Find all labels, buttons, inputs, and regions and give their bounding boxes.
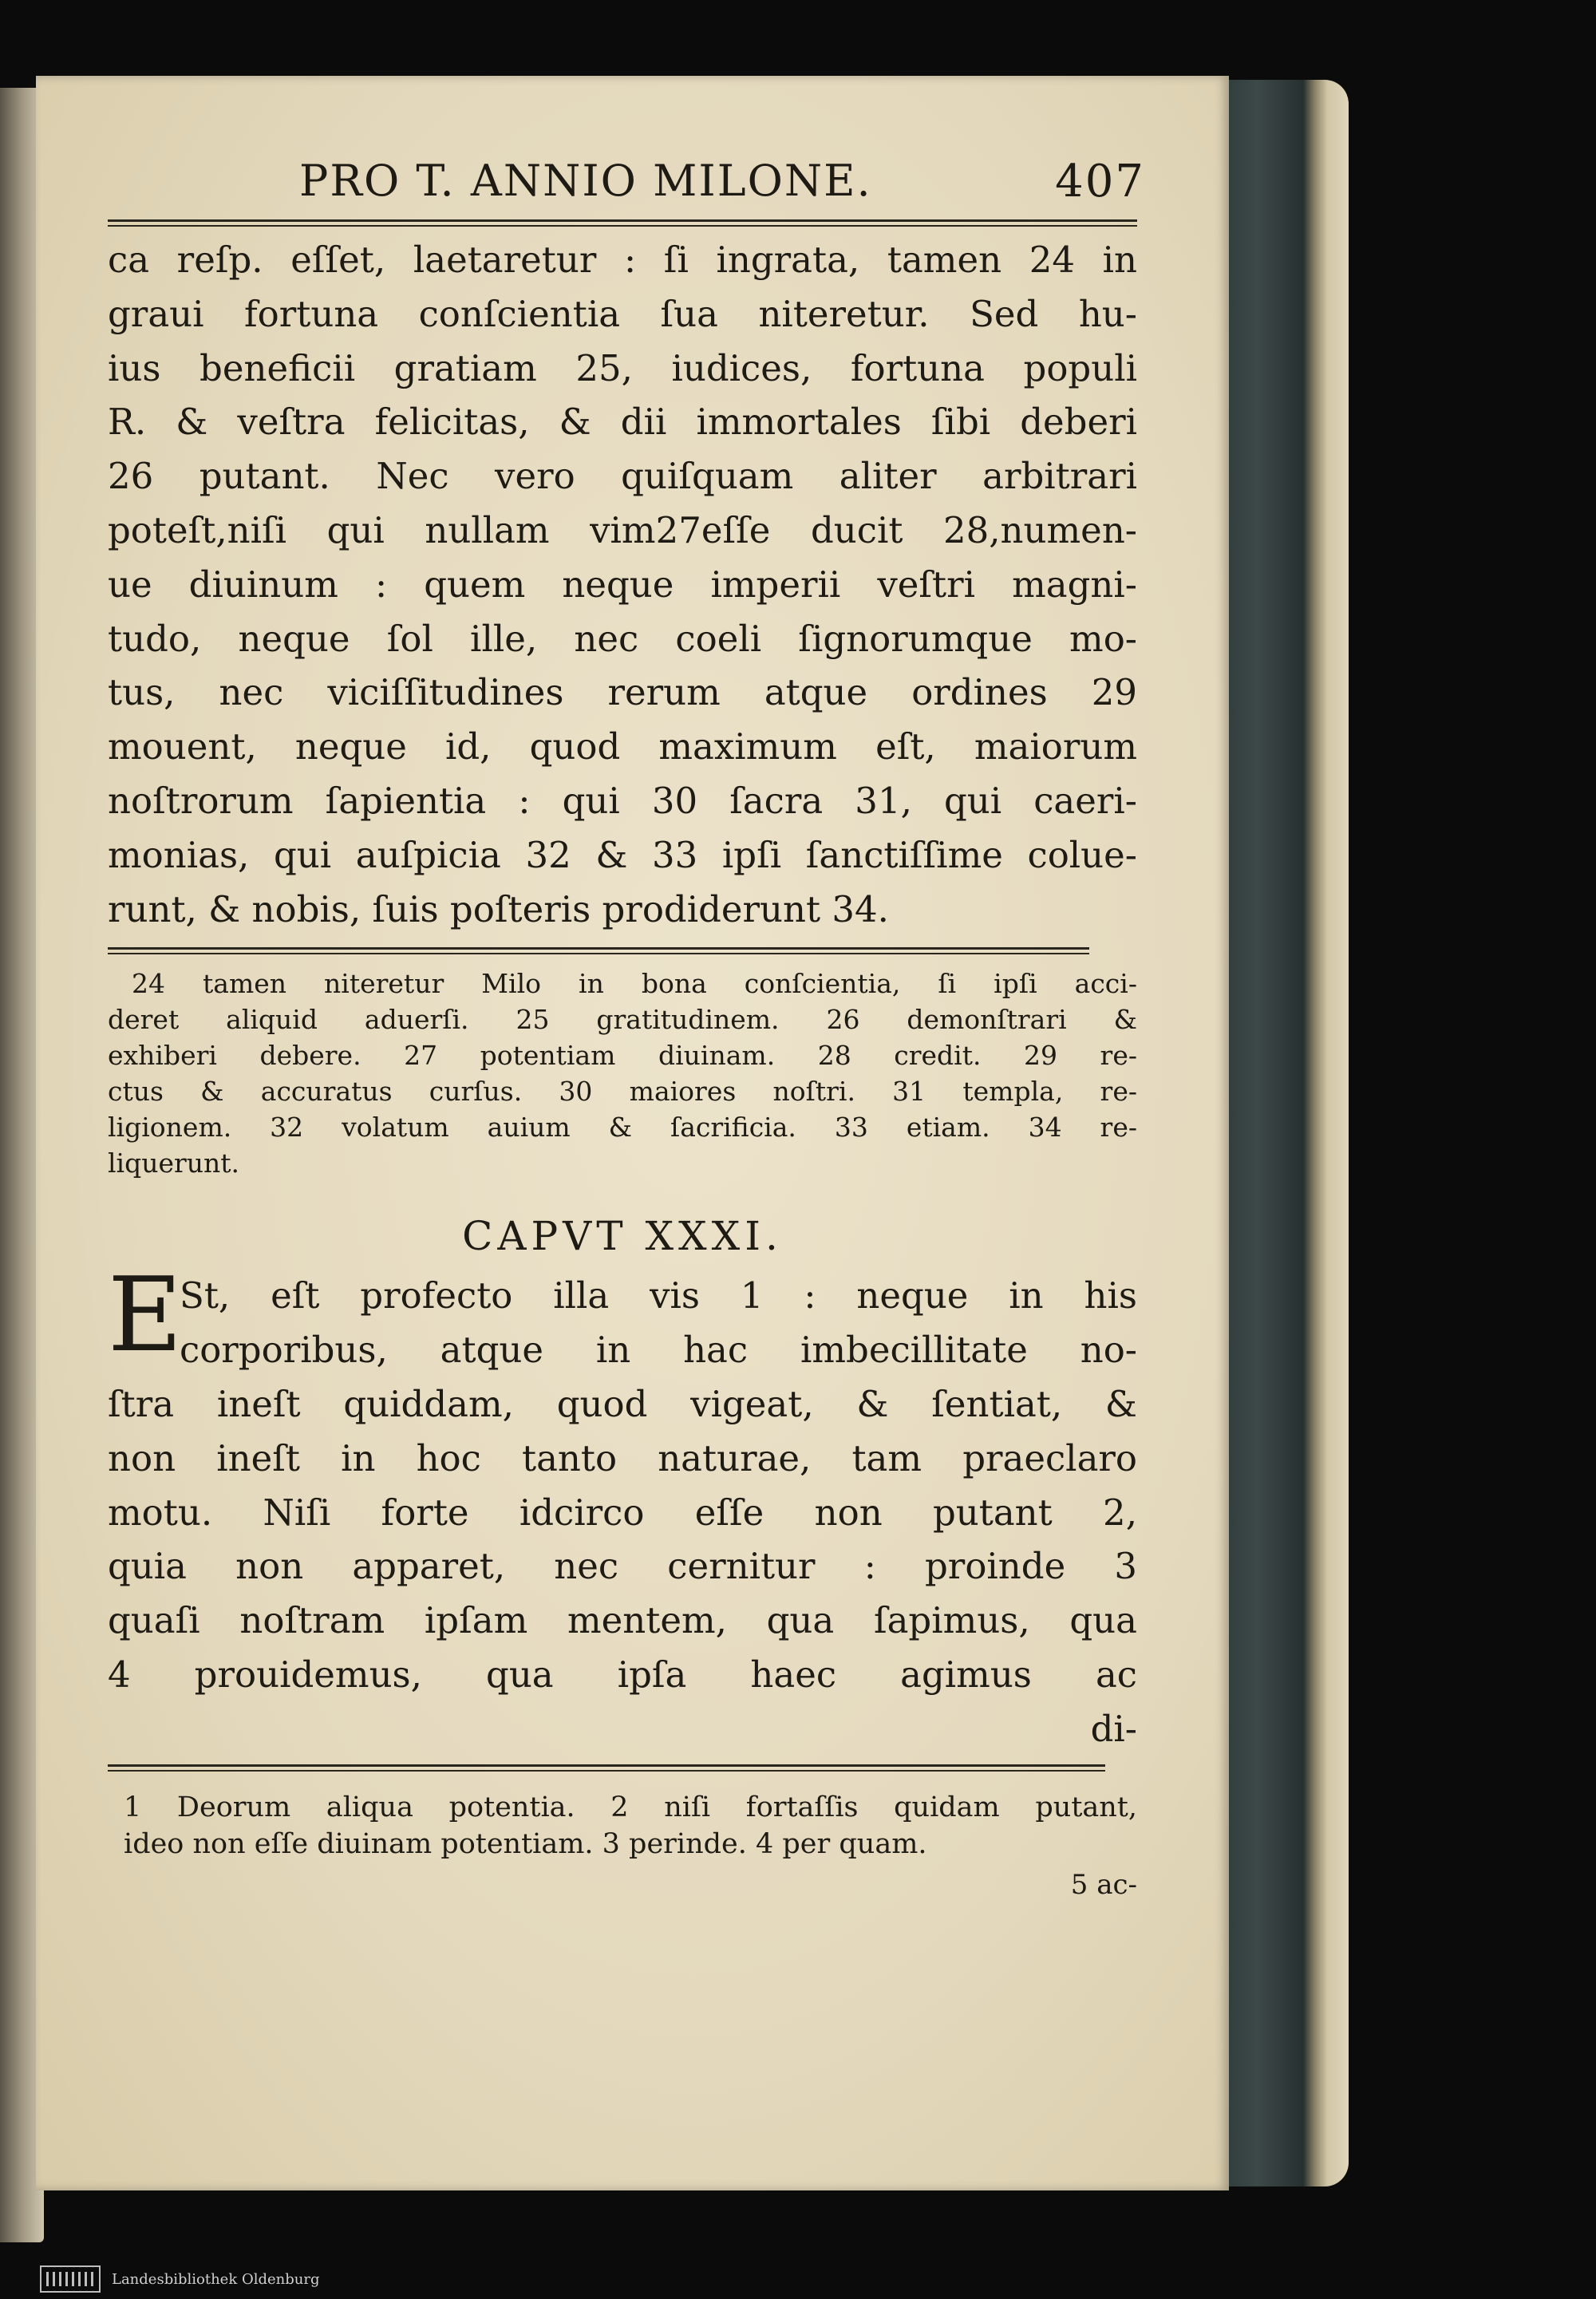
text-line: tudo, neque ſol ille, nec coeli ſignorumque mo- [108,617,1137,660]
note-line: 24 tamen niteretur Milo in bona conſcientia, ſi ipſi acci- [132,968,1137,1000]
library-name: Landesbibliothek Oldenburg [112,2270,320,2288]
text-line: 4 prouidemus, qua ipſa haec agimus ac [108,1653,1137,1696]
text-line: ius beneficii gratiam 25, iudices, fortuna populi [108,346,1137,389]
text-line: graui fortuna conſcientia ſua niteretur. Sed hu- [108,292,1137,335]
footnotes [108,1789,1137,1863]
text-line: quaſi noſtram ipſam mentem, qua ſapimus, qua [108,1599,1137,1642]
running-title: PRO T. ANNIO MILONE. [299,156,872,206]
text-line: runt, & nobis, ſuis poſteris prodiderunt 34. [108,887,889,930]
footnote-line: 1 Deorum aliqua potentia. 2 niſi fortaſſis quidam putant, [124,1791,1137,1823]
page-number: 407 [1055,156,1145,207]
note-line: ligionem. 32 volatum auium & ſacrificia. 33 etiam. 34 re- [108,1112,1137,1144]
text-line: ue diuinum : quem neque imperii veſtri magni- [108,563,1137,606]
footnote-line: ideo non eſſe diuinam potentiam. 3 perinde. 4 per quam. [124,1827,927,1860]
text-line: di- [1090,1707,1137,1750]
text-line: poteſt,niſi qui nullam vim27eſſe ducit 28,numen- [108,508,1137,551]
text-line: corporibus, atque in hac imbecillitate no- [180,1329,1137,1372]
note-line: liquerunt. [108,1148,240,1179]
note-line: exhiberi debere. 27 potentiam diuinam. 28 credit. 29 re- [108,1040,1137,1072]
note-line: ctus & accuratus curſus. 30 maiores noſtri. 31 templa, re- [108,1076,1137,1108]
text-line: St, eſt profecto illa vis 1 : neque in his [180,1274,1137,1317]
note-line: deret aliquid aduerſi. 25 gratitudinem. 26 demonſtrari & [108,1004,1137,1036]
text-line: noſtrorum ſapientia : qui 30 ſacra 31, qui caeri- [108,779,1137,822]
text-line: ca reſp. eſſet, laetaretur : ſi ingrata, tamen 24 in [108,239,1137,281]
running-head [108,156,1145,219]
library-building-icon [40,2265,101,2293]
marginal-notes [108,966,1137,1181]
footnote-rule [108,1764,1105,1772]
footer-bar [0,2259,1596,2299]
catchword: 5 ac- [1070,1868,1137,1901]
text-line: R. & veſtra felicitas, & dii immortales ſibi deberi [108,401,1137,444]
text-line: ſtra ineſt quiddam, quod vigeat, & ſentiat, & [108,1382,1137,1425]
drop-cap: E [108,1256,183,1376]
text-line: tus, nec viciſſitudines rerum atque ordines 29 [108,671,1137,714]
notes-rule [108,947,1089,954]
main-text [108,233,1137,936]
text-line: quia non apparet, nec cernitur : proinde 3 [108,1545,1137,1588]
book-page [36,76,1229,2190]
text-line: motu. Niſi forte idcirco eſſe non putant 2, [108,1491,1137,1534]
text-line: 26 putant. Nec vero quiſquam aliter arbitrari [108,455,1137,498]
chapter-text [108,1256,1137,1756]
text-line: monias, qui auſpicia 32 & 33 ipſi ſanctiſſime colue- [108,833,1137,876]
text-line: mouent, neque id, quod maximum eſt, maiorum [108,725,1137,768]
page-content [108,156,1145,1901]
head-rule [108,219,1137,227]
chapter-heading: CAPVT XXXI. [462,1213,783,1260]
text-line: non ineſt in hoc tanto naturae, tam praeclaro [108,1436,1137,1479]
